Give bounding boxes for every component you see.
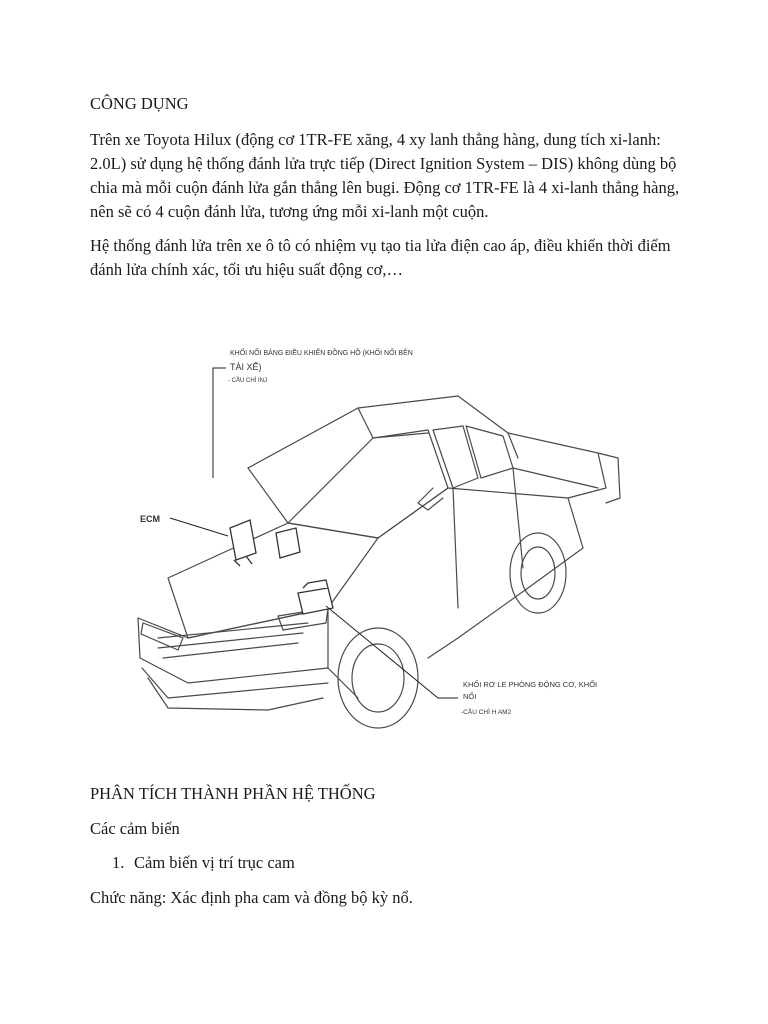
list-number: 1. (112, 853, 125, 872)
vehicle-diagram (128, 338, 638, 738)
ecm-unit (230, 520, 256, 560)
function-paragraph: Hệ thống đánh lửa trên xe ô tô có nhiệm vụ tạo tia lửa điện cao áp, điều khiển thời điểm đánh lửa chính xác, tối ưu hiệu suất động cơ,… (90, 236, 671, 279)
function-text: Chức năng: Xác định pha cam và đồng bộ kỳ nổ. (90, 888, 413, 907)
intro-paragraph: Trên xe Toyota Hilux (động cơ 1TR-FE xăng, 4 xy lanh thẳng hàng, dung tích xi-lanh: 2.0L) sử dụng hệ thống đánh lửa trực tiếp (Direct Ignition System – DIS) không dùng bộ chia mà mỗi cuộn đánh lửa gắn thẳng lên bugi. Động cơ 1TR-FE là 4 xi-lanh thẳng hàng, nên sẽ có 4 cuộn đánh lửa, tương ứng mỗi xi-lanh một cuộn. (90, 130, 680, 221)
pickup-truck-illustration (128, 338, 638, 738)
engine-components (230, 520, 333, 614)
label-top-line2: TÀI XẾ) (230, 362, 262, 372)
ecm-connector (276, 528, 300, 558)
list-item (112, 851, 295, 875)
sensor-subheading: Các cảm biến (90, 819, 180, 838)
list-item-text: Cảm biến vị trí trục cam (134, 853, 295, 872)
label-bottom-line1: KHỐI RƠ LE PHÒNG ĐỘNG CƠ, KHỐI (463, 680, 598, 689)
label-ecm: ECM (140, 514, 160, 524)
section-heading-phan-tich: PHÂN TÍCH THÀNH PHẦN HỆ THỐNG (90, 784, 376, 803)
label-bottom-sub: -CẦU CHÌ H AM2 (461, 709, 512, 716)
label-bottom-line2: NỐI (463, 692, 477, 701)
label-top-sub: - CẦU CHÌ INJ (228, 378, 267, 384)
label-top-line1: KHỐI NỐI BẢNG ĐIỀU KHIỂN ĐỒNG HỒ (KHỐI NỐI BÊN (230, 350, 413, 357)
section-heading-cong-dung: CÔNG DỤNG (90, 94, 189, 113)
leader-lines (170, 368, 458, 698)
truck-outline (138, 396, 620, 728)
